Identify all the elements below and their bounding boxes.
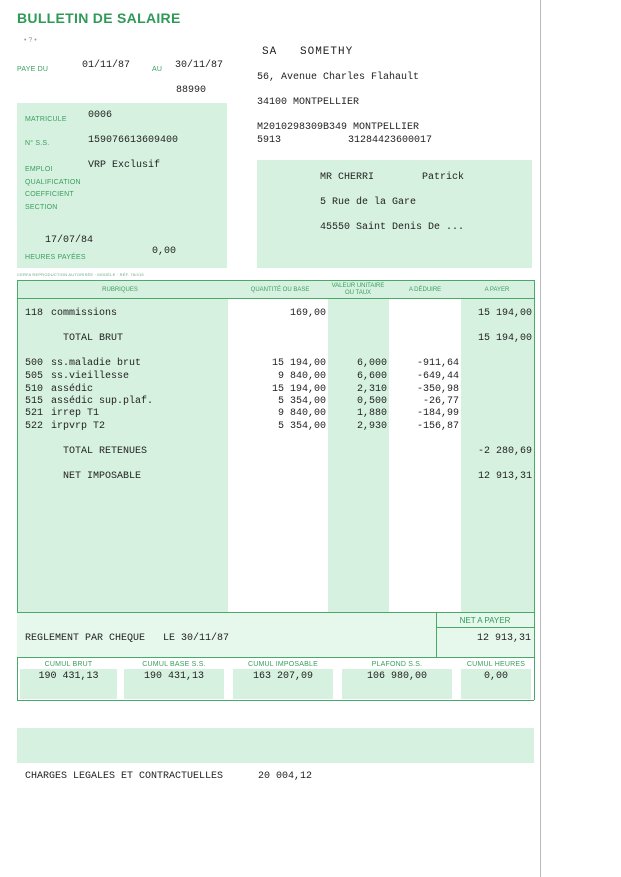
charges-label: CHARGES LEGALES ET CONTRACTUELLES xyxy=(25,771,224,782)
coefficient-label: COEFFICIENT xyxy=(25,191,74,198)
row-code: 500 xyxy=(25,358,44,369)
net-box-left xyxy=(436,613,437,657)
row-code: 505 xyxy=(25,371,44,382)
row-taux: 2,310 xyxy=(356,384,387,395)
row-deduire: -184,99 xyxy=(416,408,459,419)
heures-label: HEURES PAYÉES xyxy=(25,254,86,261)
matricule-value: 0006 xyxy=(88,110,113,121)
net-box-divider xyxy=(436,627,534,628)
charges-value: 20 004,12 xyxy=(258,771,313,782)
header-deduire: A DÉDUIRE xyxy=(408,287,442,293)
row-code: 521 xyxy=(25,408,44,419)
row-code: 118 xyxy=(25,308,44,319)
cumul-value: 0,00 xyxy=(483,671,508,682)
row-label: ss.maladie brut xyxy=(51,358,142,369)
header-divider xyxy=(17,298,534,299)
employer-code-2: 31284423600017 xyxy=(348,135,433,146)
emploi-label: EMPLOI xyxy=(25,166,53,173)
recipient-street: 5 Rue de la Gare xyxy=(320,197,417,208)
handwritten-mark: • ? • xyxy=(24,37,37,44)
header-valeur: VALEUR UNITAIRE OU TAUX xyxy=(331,283,385,296)
cumul-value: 190 431,13 xyxy=(38,671,99,682)
cumuls-bottom xyxy=(17,700,534,701)
section-label: SECTION xyxy=(25,204,58,211)
row-label: NET IMPOSABLE xyxy=(63,471,142,482)
au-label: AU xyxy=(152,66,163,73)
payment-method: REGLEMENT PAR CHEQUE LE 30/11/87 xyxy=(25,633,230,644)
row-taux: 1,880 xyxy=(356,408,387,419)
row-payer: -2 280,69 xyxy=(477,446,532,457)
row-taux: 6,600 xyxy=(356,371,387,382)
cumul-label: CUMUL BASE S.S. xyxy=(142,661,206,668)
fine-print: CERFA REPRODUCTION AUTORISÉE · MODÈLE · RÉF. 76/415 xyxy=(17,272,144,277)
employer-address-1: 56, Avenue Charles Flahault xyxy=(257,72,420,83)
header-quantite: QUANTITÉ OU BASE xyxy=(250,287,310,293)
row-taux: 0,500 xyxy=(356,396,387,407)
net-label: NET A PAYER xyxy=(459,616,511,625)
row-payer: 12 913,31 xyxy=(477,471,532,482)
row-code: 522 xyxy=(25,421,44,432)
header-payer: A PAYER xyxy=(484,287,510,293)
paye-du-label: PAYE DU xyxy=(17,66,49,73)
row-base: 5 354,00 xyxy=(277,421,326,432)
matricule-label: MATRICULE xyxy=(25,116,67,123)
employer-siret: M2010298309B349 MONTPELLIER xyxy=(257,122,420,133)
entry-date: 17/07/84 xyxy=(45,235,94,246)
row-taux: 6,000 xyxy=(356,358,387,369)
employer-code-1: 5913 xyxy=(257,135,282,146)
heures-value: 0,00 xyxy=(152,246,177,257)
cumul-label: PLAFOND S.S. xyxy=(371,661,423,668)
row-base: 9 840,00 xyxy=(277,408,326,419)
emploi-value: VRP Exclusif xyxy=(88,160,161,171)
row-taux: 2,930 xyxy=(356,421,387,432)
cumul-label: CUMUL HEURES xyxy=(466,661,526,668)
row-deduire: -26,77 xyxy=(422,396,459,407)
row-base: 15 194,00 xyxy=(271,384,326,395)
column-deduire-bg xyxy=(389,299,461,612)
period-code: 88990 xyxy=(176,85,207,96)
ss-value: 159076613609400 xyxy=(88,135,179,146)
cumul-label: CUMUL IMPOSABLE xyxy=(247,661,319,668)
row-deduire: -911,64 xyxy=(416,358,459,369)
row-deduire: -649,44 xyxy=(416,371,459,382)
period-from: 01/11/87 xyxy=(82,60,131,71)
row-label: irpvrp T2 xyxy=(51,421,106,432)
table-right-border xyxy=(534,280,535,700)
row-code: 515 xyxy=(25,396,44,407)
row-label: ss.vieillesse xyxy=(51,371,130,382)
row-code: 510 xyxy=(25,384,44,395)
ss-label: N° S.S. xyxy=(25,140,50,147)
employer-name: SA SOMETHY xyxy=(262,46,354,58)
row-label: assédic sup.plaf. xyxy=(51,396,154,407)
row-payer: 15 194,00 xyxy=(477,333,532,344)
document-title: BULLETIN DE SALAIRE xyxy=(17,10,181,26)
cumul-value: 163 207,09 xyxy=(252,671,313,682)
qualification-label: QUALIFICATION xyxy=(25,179,81,186)
employer-address-2: 34100 MONTPELLIER xyxy=(257,97,360,108)
row-label: assédic xyxy=(51,384,94,395)
row-label: TOTAL BRUT xyxy=(63,333,124,344)
row-deduire: -350,98 xyxy=(416,384,459,395)
cumul-value: 106 980,00 xyxy=(366,671,427,682)
table-top-border xyxy=(17,280,534,281)
recipient-name: MR CHERRI Patrick xyxy=(320,172,465,183)
net-value: 12 913,31 xyxy=(476,633,531,644)
row-deduire: -156,87 xyxy=(416,421,459,432)
column-base-bg xyxy=(228,299,328,612)
row-payer: 15 194,00 xyxy=(477,308,532,319)
payment-band-bottom xyxy=(17,657,534,658)
row-base: 9 840,00 xyxy=(277,371,326,382)
recipient-city: 45550 Saint Denis De ... xyxy=(320,222,465,233)
page-edge xyxy=(540,0,541,877)
row-label: irrep T1 xyxy=(51,408,100,419)
header-rubriques: RUBRIQUES xyxy=(102,287,138,293)
row-label: TOTAL RETENUES xyxy=(63,446,148,457)
row-base: 5 354,00 xyxy=(277,396,326,407)
row-base: 15 194,00 xyxy=(271,358,326,369)
row-label: commissions xyxy=(51,308,118,319)
charges-band xyxy=(17,728,534,763)
cumul-label: CUMUL BRUT xyxy=(44,661,93,668)
cumul-value: 190 431,13 xyxy=(143,671,204,682)
row-base: 169,00 xyxy=(289,308,326,319)
period-to: 30/11/87 xyxy=(175,60,224,71)
